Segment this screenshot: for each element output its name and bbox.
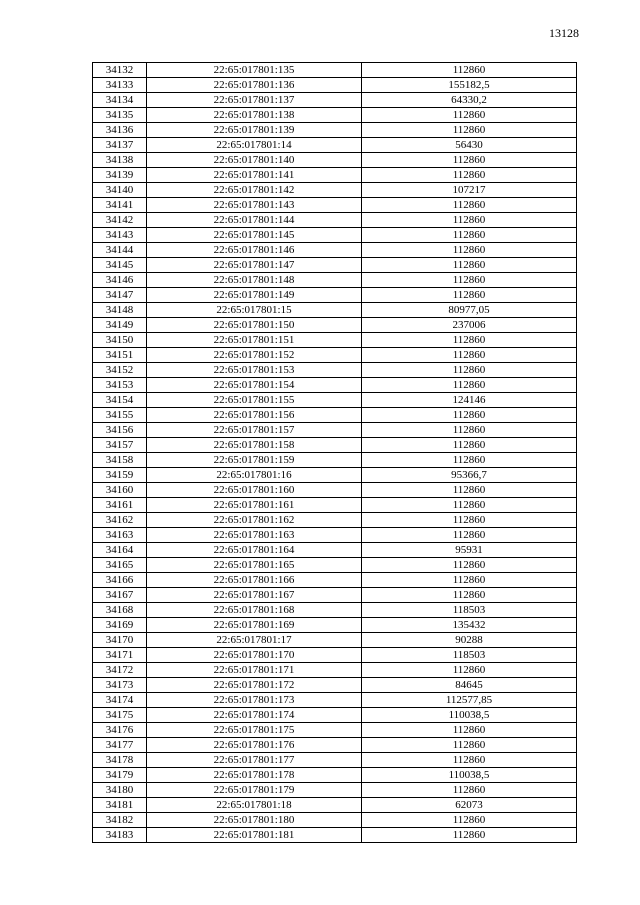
value-cell: 112860: [362, 498, 577, 513]
value-cell: 112860: [362, 168, 577, 183]
row-number-cell: 34144: [93, 243, 147, 258]
cadastral-number-cell: 22:65:017801:178: [147, 768, 362, 783]
table-row: [93, 693, 577, 708]
value-cell: 80977,05: [362, 303, 577, 318]
value-cell: 112860: [362, 723, 577, 738]
row-number-cell: 34153: [93, 378, 147, 393]
row-number-cell: 34152: [93, 363, 147, 378]
row-number-cell: 34169: [93, 618, 147, 633]
cadastral-number-cell: 22:65:017801:140: [147, 153, 362, 168]
page-number: 13128: [549, 26, 579, 40]
cadastral-number-cell: 22:65:017801:141: [147, 168, 362, 183]
value-cell: 112860: [362, 123, 577, 138]
cadastral-number-cell: 22:65:017801:157: [147, 423, 362, 438]
cadastral-number-cell: 22:65:017801:143: [147, 198, 362, 213]
row-number-cell: 34132: [93, 63, 147, 78]
cadastral-number-cell: 22:65:017801:160: [147, 483, 362, 498]
table-row: [93, 438, 577, 453]
value-cell: 112860: [362, 483, 577, 498]
row-number-cell: 34145: [93, 258, 147, 273]
row-number-cell: 34159: [93, 468, 147, 483]
table-row: [93, 648, 577, 663]
cadastral-number-cell: 22:65:017801:162: [147, 513, 362, 528]
row-number-cell: 34163: [93, 528, 147, 543]
row-number-cell: 34138: [93, 153, 147, 168]
row-number-cell: 34156: [93, 423, 147, 438]
cadastral-number-cell: 22:65:017801:163: [147, 528, 362, 543]
table-row: [93, 768, 577, 783]
table-row: [93, 633, 577, 648]
value-cell: 112860: [362, 753, 577, 768]
cadastral-number-cell: 22:65:017801:156: [147, 408, 362, 423]
row-number-cell: 34173: [93, 678, 147, 693]
cadastral-number-cell: 22:65:017801:173: [147, 693, 362, 708]
cadastral-number-cell: 22:65:017801:181: [147, 828, 362, 843]
value-cell: 110038,5: [362, 768, 577, 783]
value-cell: 110038,5: [362, 708, 577, 723]
row-number-cell: 34155: [93, 408, 147, 423]
cadastral-number-cell: 22:65:017801:146: [147, 243, 362, 258]
cadastral-number-cell: 22:65:017801:14: [147, 138, 362, 153]
cadastral-number-cell: 22:65:017801:145: [147, 228, 362, 243]
cadastral-number-cell: 22:65:017801:151: [147, 333, 362, 348]
table-row: [93, 198, 577, 213]
value-cell: 107217: [362, 183, 577, 198]
row-number-cell: 34180: [93, 783, 147, 798]
row-number-cell: 34167: [93, 588, 147, 603]
row-number-cell: 34135: [93, 108, 147, 123]
row-number-cell: 34154: [93, 393, 147, 408]
table-row: [93, 303, 577, 318]
table-row: [93, 543, 577, 558]
cadastral-number-cell: 22:65:017801:172: [147, 678, 362, 693]
table-row: [93, 738, 577, 753]
value-cell: 118503: [362, 603, 577, 618]
row-number-cell: 34147: [93, 288, 147, 303]
row-number-cell: 34136: [93, 123, 147, 138]
value-cell: 112860: [362, 408, 577, 423]
table-row: [93, 318, 577, 333]
cadastral-number-cell: 22:65:017801:148: [147, 273, 362, 288]
cadastral-number-cell: 22:65:017801:171: [147, 663, 362, 678]
row-number-cell: 34151: [93, 348, 147, 363]
value-cell: 112860: [362, 243, 577, 258]
value-cell: 112860: [362, 738, 577, 753]
table-row: [93, 138, 577, 153]
value-cell: 112860: [362, 528, 577, 543]
value-cell: 95366,7: [362, 468, 577, 483]
cadastral-number-cell: 22:65:017801:147: [147, 258, 362, 273]
table-row: [93, 528, 577, 543]
table-row: [93, 603, 577, 618]
cadastral-number-cell: 22:65:017801:136: [147, 78, 362, 93]
table-row: [93, 513, 577, 528]
value-cell: 112860: [362, 588, 577, 603]
row-number-cell: 34175: [93, 708, 147, 723]
value-cell: 112860: [362, 258, 577, 273]
value-cell: 90288: [362, 633, 577, 648]
value-cell: 135432: [362, 618, 577, 633]
value-cell: 118503: [362, 648, 577, 663]
row-number-cell: 34178: [93, 753, 147, 768]
table-row: [93, 288, 577, 303]
table-row: [93, 678, 577, 693]
cadastral-number-cell: 22:65:017801:174: [147, 708, 362, 723]
table-row: [93, 393, 577, 408]
value-cell: 112577,85: [362, 693, 577, 708]
value-cell: 124146: [362, 393, 577, 408]
value-cell: 112860: [362, 348, 577, 363]
value-cell: 112860: [362, 363, 577, 378]
cadastral-number-cell: 22:65:017801:175: [147, 723, 362, 738]
value-cell: 112860: [362, 213, 577, 228]
value-cell: 112860: [362, 558, 577, 573]
table-row: [93, 663, 577, 678]
cadastral-number-cell: 22:65:017801:16: [147, 468, 362, 483]
cadastral-number-cell: 22:65:017801:170: [147, 648, 362, 663]
cadastral-number-cell: 22:65:017801:153: [147, 363, 362, 378]
table-row: [93, 273, 577, 288]
cadastral-number-cell: 22:65:017801:167: [147, 588, 362, 603]
row-number-cell: 34141: [93, 198, 147, 213]
table-row: [93, 423, 577, 438]
registry-table: [92, 62, 577, 843]
table-row: [93, 153, 577, 168]
cadastral-number-cell: 22:65:017801:142: [147, 183, 362, 198]
table-row: [93, 498, 577, 513]
row-number-cell: 34134: [93, 93, 147, 108]
value-cell: 112860: [362, 153, 577, 168]
row-number-cell: 34149: [93, 318, 147, 333]
row-number-cell: 34146: [93, 273, 147, 288]
cadastral-number-cell: 22:65:017801:169: [147, 618, 362, 633]
row-number-cell: 34161: [93, 498, 147, 513]
table-row: [93, 798, 577, 813]
table-row: [93, 783, 577, 798]
value-cell: 112860: [362, 108, 577, 123]
row-number-cell: 34165: [93, 558, 147, 573]
cadastral-number-cell: 22:65:017801:135: [147, 63, 362, 78]
table-row: [93, 378, 577, 393]
cadastral-number-cell: 22:65:017801:179: [147, 783, 362, 798]
value-cell: 112860: [362, 288, 577, 303]
value-cell: 112860: [362, 573, 577, 588]
table-row: [93, 333, 577, 348]
table-row: [93, 708, 577, 723]
table-row: [93, 558, 577, 573]
cadastral-number-cell: 22:65:017801:161: [147, 498, 362, 513]
table-row: [93, 183, 577, 198]
cadastral-number-cell: 22:65:017801:17: [147, 633, 362, 648]
cadastral-number-cell: 22:65:017801:176: [147, 738, 362, 753]
table-row: [93, 753, 577, 768]
cadastral-number-cell: 22:65:017801:180: [147, 813, 362, 828]
table-row: [93, 453, 577, 468]
cadastral-number-cell: 22:65:017801:154: [147, 378, 362, 393]
table-row: [93, 363, 577, 378]
cadastral-number-cell: 22:65:017801:158: [147, 438, 362, 453]
value-cell: 112860: [362, 513, 577, 528]
table-row: [93, 228, 577, 243]
row-number-cell: 34148: [93, 303, 147, 318]
row-number-cell: 34182: [93, 813, 147, 828]
row-number-cell: 34166: [93, 573, 147, 588]
value-cell: 95931: [362, 543, 577, 558]
value-cell: 112860: [362, 663, 577, 678]
cadastral-number-cell: 22:65:017801:144: [147, 213, 362, 228]
row-number-cell: 34171: [93, 648, 147, 663]
table-row: [93, 828, 577, 843]
table-row: [93, 168, 577, 183]
table-row: [93, 243, 577, 258]
value-cell: 112860: [362, 273, 577, 288]
table-row: [93, 258, 577, 273]
cadastral-number-cell: 22:65:017801:164: [147, 543, 362, 558]
cadastral-number-cell: 22:65:017801:139: [147, 123, 362, 138]
cadastral-number-cell: 22:65:017801:137: [147, 93, 362, 108]
table-row: [93, 813, 577, 828]
value-cell: 112860: [362, 378, 577, 393]
cadastral-number-cell: 22:65:017801:152: [147, 348, 362, 363]
value-cell: 112860: [362, 813, 577, 828]
table-row: [93, 213, 577, 228]
table-row: [93, 348, 577, 363]
table-row: [93, 618, 577, 633]
value-cell: 112860: [362, 783, 577, 798]
table-row: [93, 483, 577, 498]
row-number-cell: 34158: [93, 453, 147, 468]
value-cell: 112860: [362, 228, 577, 243]
table-row: [93, 468, 577, 483]
registry-table-body: [93, 63, 577, 843]
row-number-cell: 34179: [93, 768, 147, 783]
cadastral-number-cell: 22:65:017801:15: [147, 303, 362, 318]
row-number-cell: 34139: [93, 168, 147, 183]
value-cell: 112860: [362, 423, 577, 438]
cadastral-number-cell: 22:65:017801:177: [147, 753, 362, 768]
table-row: [93, 723, 577, 738]
table-row: [93, 573, 577, 588]
row-number-cell: 34183: [93, 828, 147, 843]
value-cell: 56430: [362, 138, 577, 153]
value-cell: 155182,5: [362, 78, 577, 93]
row-number-cell: 34174: [93, 693, 147, 708]
value-cell: 237006: [362, 318, 577, 333]
row-number-cell: 34170: [93, 633, 147, 648]
row-number-cell: 34150: [93, 333, 147, 348]
value-cell: 62073: [362, 798, 577, 813]
row-number-cell: 34157: [93, 438, 147, 453]
value-cell: 112860: [362, 438, 577, 453]
table-row: [93, 93, 577, 108]
row-number-cell: 34143: [93, 228, 147, 243]
row-number-cell: 34164: [93, 543, 147, 558]
row-number-cell: 34168: [93, 603, 147, 618]
cadastral-number-cell: 22:65:017801:159: [147, 453, 362, 468]
row-number-cell: 34137: [93, 138, 147, 153]
row-number-cell: 34177: [93, 738, 147, 753]
cadastral-number-cell: 22:65:017801:138: [147, 108, 362, 123]
row-number-cell: 34140: [93, 183, 147, 198]
cadastral-number-cell: 22:65:017801:166: [147, 573, 362, 588]
value-cell: 84645: [362, 678, 577, 693]
row-number-cell: 34133: [93, 78, 147, 93]
value-cell: 112860: [362, 63, 577, 78]
row-number-cell: 34172: [93, 663, 147, 678]
table-row: [93, 123, 577, 138]
value-cell: 112860: [362, 453, 577, 468]
table-row: [93, 78, 577, 93]
table-row: [93, 588, 577, 603]
cadastral-number-cell: 22:65:017801:150: [147, 318, 362, 333]
row-number-cell: 34181: [93, 798, 147, 813]
row-number-cell: 34162: [93, 513, 147, 528]
value-cell: 64330,2: [362, 93, 577, 108]
value-cell: 112860: [362, 333, 577, 348]
table-row: [93, 63, 577, 78]
cadastral-number-cell: 22:65:017801:18: [147, 798, 362, 813]
cadastral-number-cell: 22:65:017801:149: [147, 288, 362, 303]
cadastral-number-cell: 22:65:017801:165: [147, 558, 362, 573]
row-number-cell: 34142: [93, 213, 147, 228]
value-cell: 112860: [362, 198, 577, 213]
cadastral-number-cell: 22:65:017801:168: [147, 603, 362, 618]
cadastral-number-cell: 22:65:017801:155: [147, 393, 362, 408]
table-row: [93, 408, 577, 423]
row-number-cell: 34160: [93, 483, 147, 498]
value-cell: 112860: [362, 828, 577, 843]
row-number-cell: 34176: [93, 723, 147, 738]
table-row: [93, 108, 577, 123]
